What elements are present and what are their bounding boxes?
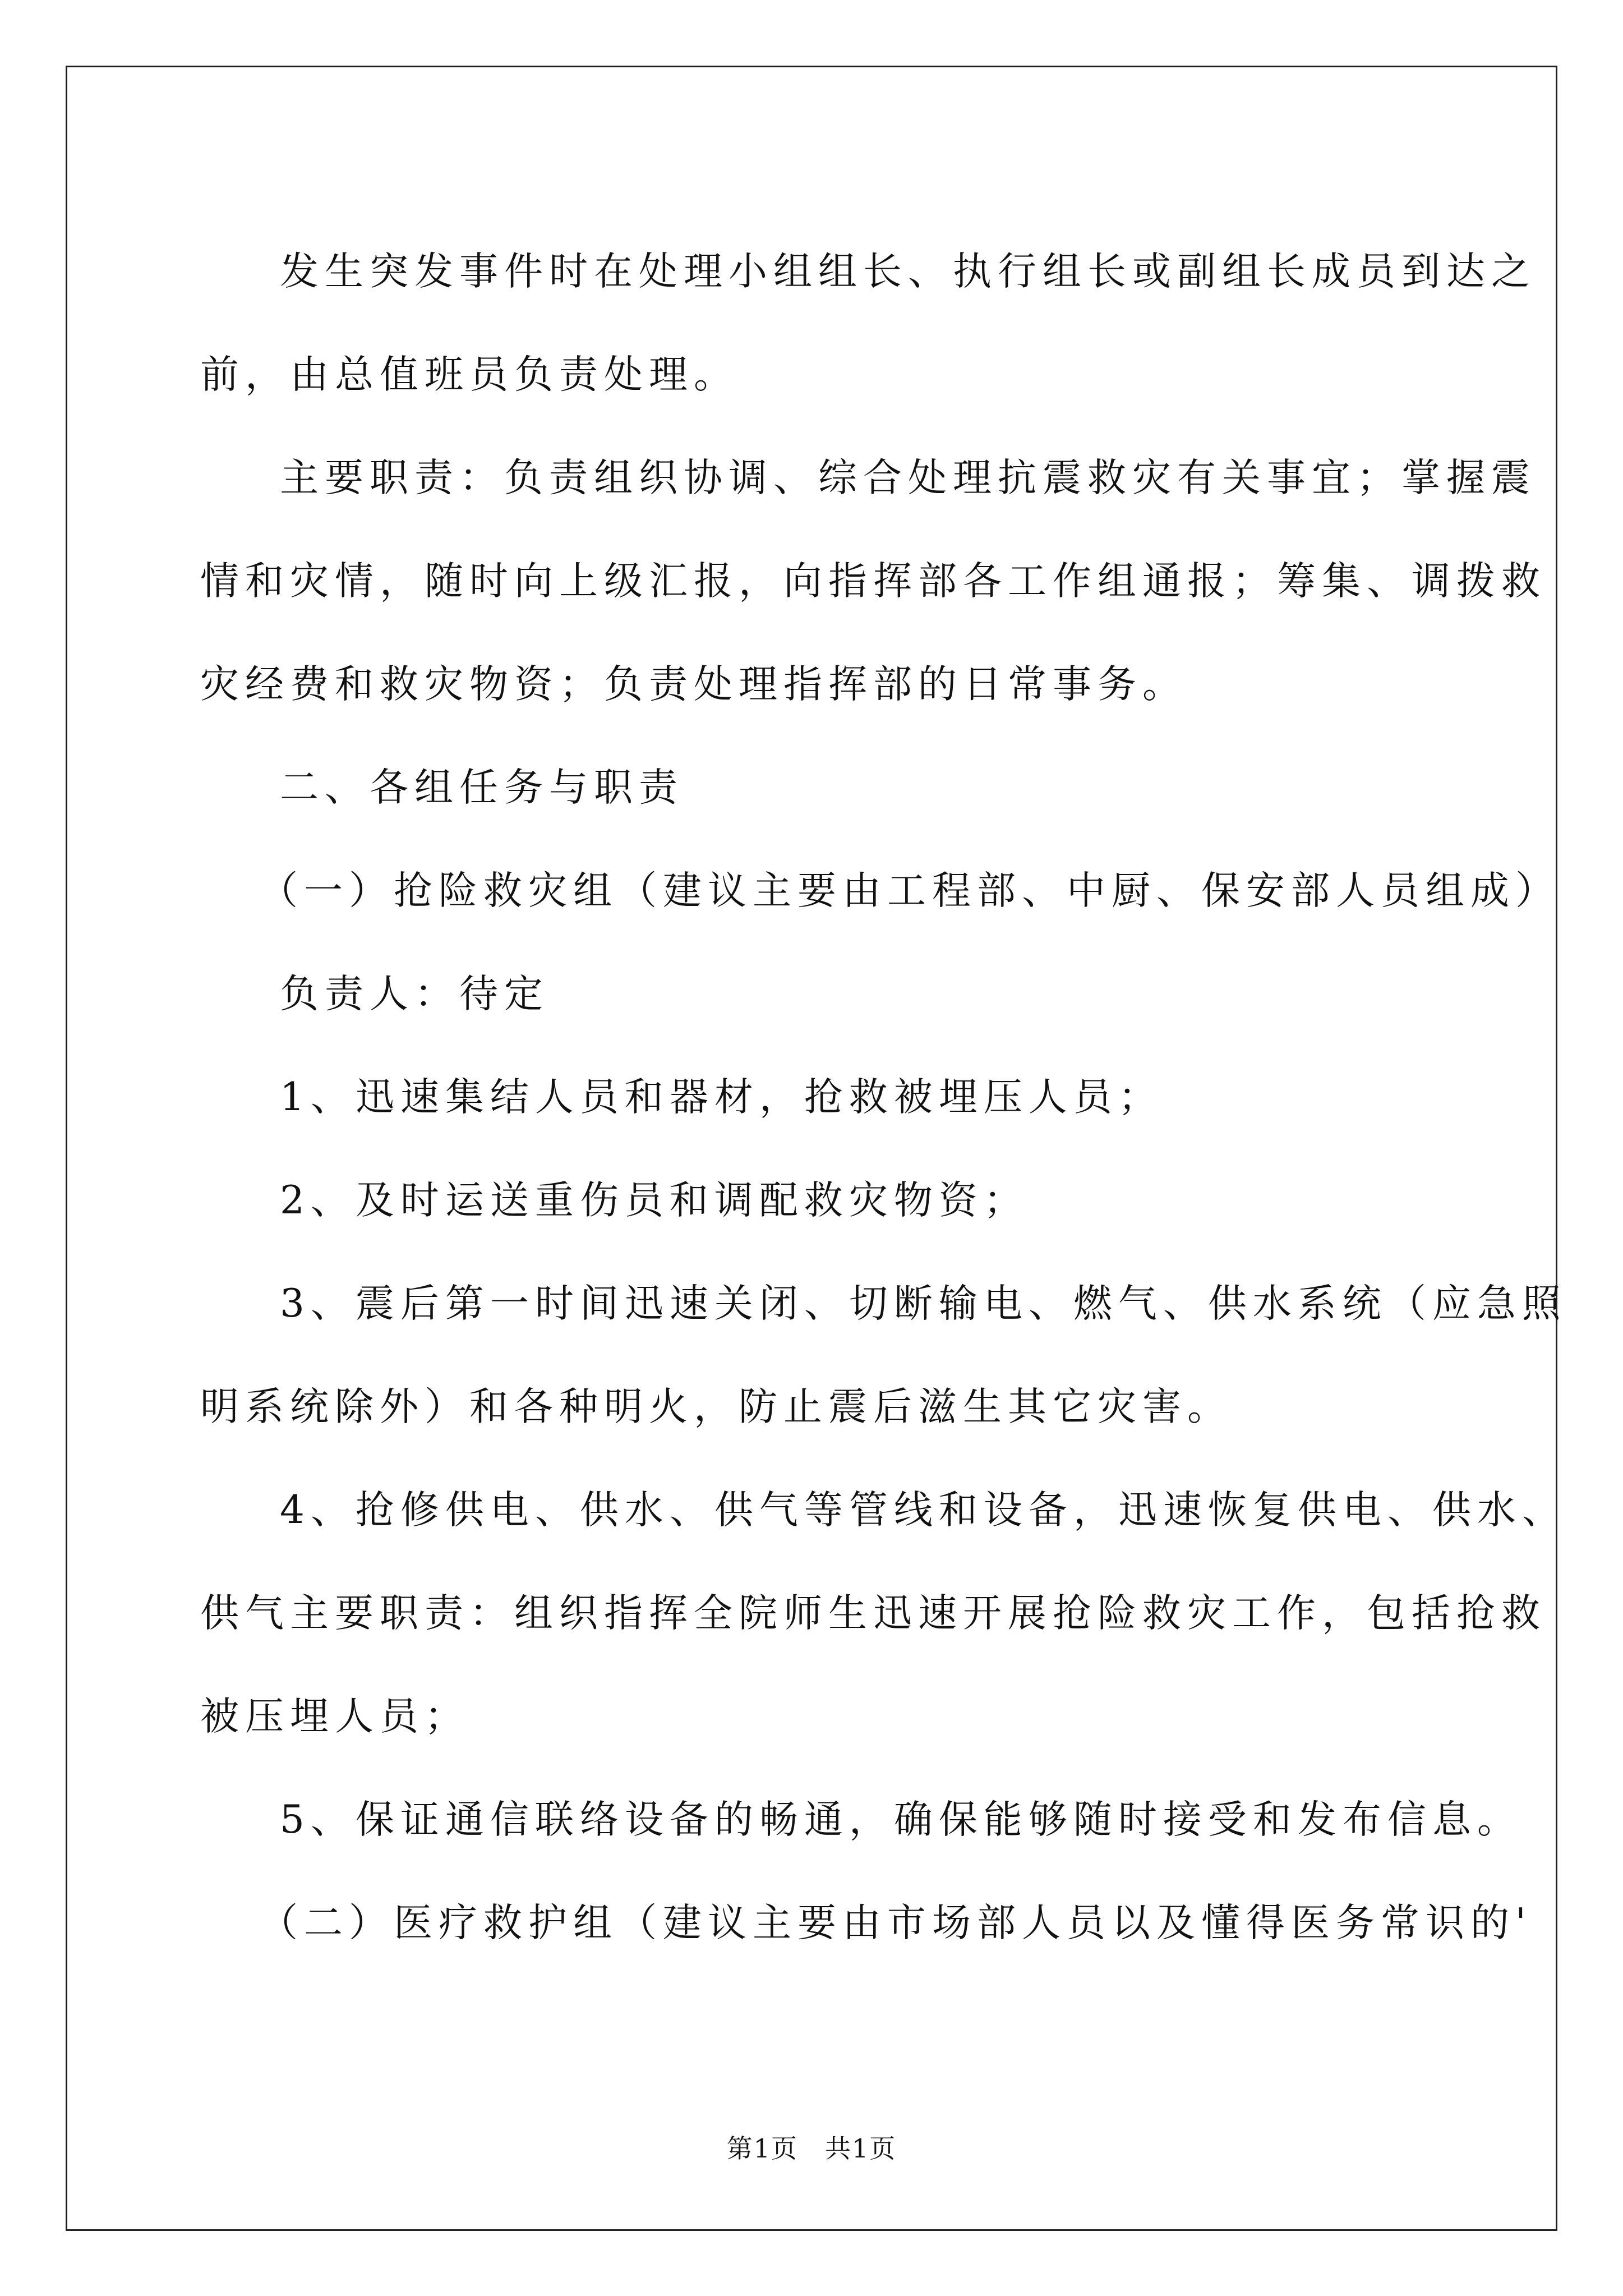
subsection-heading: （二）医疗救护组（建议主要由市场部人员以及懂得医务常识的'	[259, 1901, 1532, 1945]
paragraph-line: 主要职责：负责组织协调、综合处理抗震救灾有关事宜；掌握震	[280, 455, 1536, 500]
paragraph-line: 发生突发事件时在处理小组组长、执行组长或副组长成员到达之	[280, 249, 1536, 294]
document-body	[200, 220, 1567, 1975]
list-item: 5、保证通信联络设备的畅通，确保能够随时接受和发布信息。	[280, 1797, 1522, 1842]
paragraph-line: 前，由总值班员负责处理。	[200, 352, 739, 397]
paragraph-line: 明系统除外）和各种明火，防止震后滋生其它灾害。	[200, 1384, 1232, 1429]
list-item: 3、震后第一时间迅速关闭、切断输电、燃气、供水系统（应急照	[280, 1281, 1567, 1326]
list-item: 4、抢修供电、供水、供气等管线和设备，迅速恢复供电、供水、	[280, 1488, 1567, 1533]
paragraph-line: 被压埋人员；	[200, 1694, 469, 1739]
paragraph-line: 供气主要职责：组织指挥全院师生迅速开展抢险救灾工作，包括抢救	[200, 1591, 1546, 1636]
subsection-heading: （一）抢险救灾组（建议主要由工程部、中厨、保安部人员组成）	[259, 868, 1560, 913]
list-item: 2、及时运送重伤员和调配救灾物资；	[280, 1178, 1029, 1223]
page-footer: 第1页 共1页	[726, 2133, 897, 2164]
paragraph-line: 情和灾情，随时向上级汇报，向指挥部各工作组通报；筹集、调拨救	[200, 559, 1546, 604]
paragraph-line: 负责人：待定	[280, 972, 549, 1016]
section-heading: 二、各组任务与职责	[280, 765, 684, 810]
paragraph-line: 灾经费和救灾物资；负责处理指挥部的日常事务。	[200, 662, 1187, 707]
list-item: 1、迅速集结人员和器材，抢救被埋压人员；	[280, 1075, 1163, 1120]
